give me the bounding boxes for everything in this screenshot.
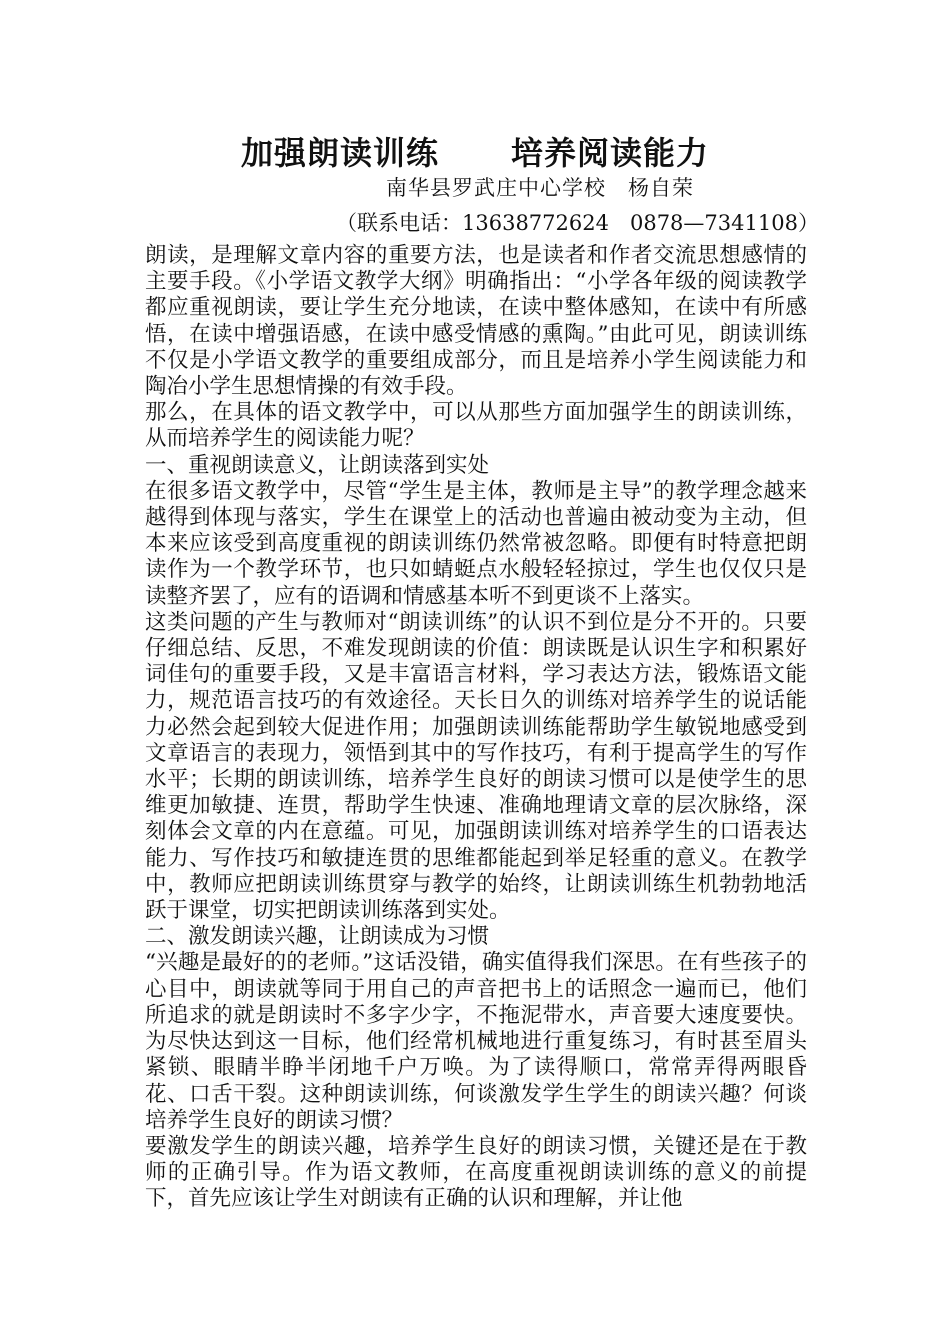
author-line <box>386 172 694 202</box>
section-heading: 一、重视朗读意义，让朗读落到实处 <box>145 452 490 478</box>
paragraph: 要激发学生的朗读兴趣，培养学生良好的朗读习惯，关键还是在于教师的正确引导。作为语文教师，在高度重视朗读训练的意义的前提下，首先应该让学生对朗读有正确的认识和理解，并让他 <box>145 1133 807 1212</box>
paragraph: 在很多语文教学中，尽管“学生是主体，教师是主导”的教学理念越来越得到体现与落实，学生在课堂上的活动也普遍由被动变为主动，但本来应该受到高度重视的朗读训练仍然常被忽略。即便有时特意把朗读作为一个教学环节，也只如蜻蜓点水般轻轻掠过，学生也仅仅只是读整齐罢了，应有的语调和情感基本听不到更谈不上落实。 <box>145 478 807 609</box>
contact-line: （联系电话：13638772624 0878—7341108） <box>336 211 819 235</box>
author-name: 杨自荣 <box>628 176 694 200</box>
paragraph: 这类问题的产生与教师对“朗读训练”的认识不到位是分不开的。只要仔细总结、反思，不难发现朗读的价值：朗读既是认识生字和积累好词佳句的重要手段，又是丰富语言材料，学习表达方法，锻炼语文能力，规范语言技巧的有效途径。天长日久的训练对培养学生的说话能力必然会起到较大促进作用；加强朗读训练能帮助学生敏锐地感受到文章语言的表现力，领悟到其中的写作技巧，有利于提高学生的写作水平；长期的朗读训练，培养学生良好的朗读习惯可以是使学生的思维更加敏捷、连贯，帮助学生快速、准确地理请文章的层次脉络，深刻体会文章的内在意蕴。可见，加强朗读训练对培养学生的口语表达能力、写作技巧和敏捷连贯的思维都能起到举足轻重的意义。在教学中，教师应把朗读训练贯穿与教学的始终，让朗读训练生机勃勃地活跃于课堂，切实把朗读训练落到实处。 <box>145 609 807 924</box>
section-heading: 二、激发朗读兴趣，让朗读成为习惯 <box>145 924 490 950</box>
document-title <box>0 128 950 174</box>
paragraph: 那么，在具体的语文教学中，可以从那些方面加强学生的朗读训练，从而培养学生的阅读能力呢？ <box>145 400 807 452</box>
title-part-1: 加强朗读训练 <box>240 134 439 172</box>
author-school: 南华县罗武庄中心学校 <box>386 176 606 200</box>
paragraph: “兴趣是最好的的老师。”这话没错，确实值得我们深思。在有些孩子的心目中，朗读就等同于用自己的声音把书上的话照念一遍而已，他们所追求的就是朗读时不多字少字，不拖泥带水，声音要大速度要快。为尽快达到这一目标，他们经常机械地进行重复练习，有时甚至眉头紧锁、眼睛半睁半闭地千户万唤。为了读得顺口，常常弄得两眼昏花、口舌干裂。这种朗读训练，何谈激发学生学生的朗读兴趣？何谈培养学生良好的朗读习惯？ <box>145 950 807 1133</box>
document-body <box>145 243 807 1213</box>
title-part-2: 培养阅读能力 <box>511 134 710 172</box>
paragraph: 朗读，是理解文章内容的重要方法，也是读者和作者交流思想感情的主要手段。《小学语文教学大纲》明确指出：“小学各年级的阅读教学都应重视朗读，要让学生充分地读，在读中整体感知，在读中有所感悟，在读中增强语感，在读中感受情感的熏陶。”由此可见，朗读训练不仅是小学语文教学的重要组成部分，而且是培养小学生阅读能力和陶冶小学生思想情操的有效手段。 <box>145 243 807 400</box>
